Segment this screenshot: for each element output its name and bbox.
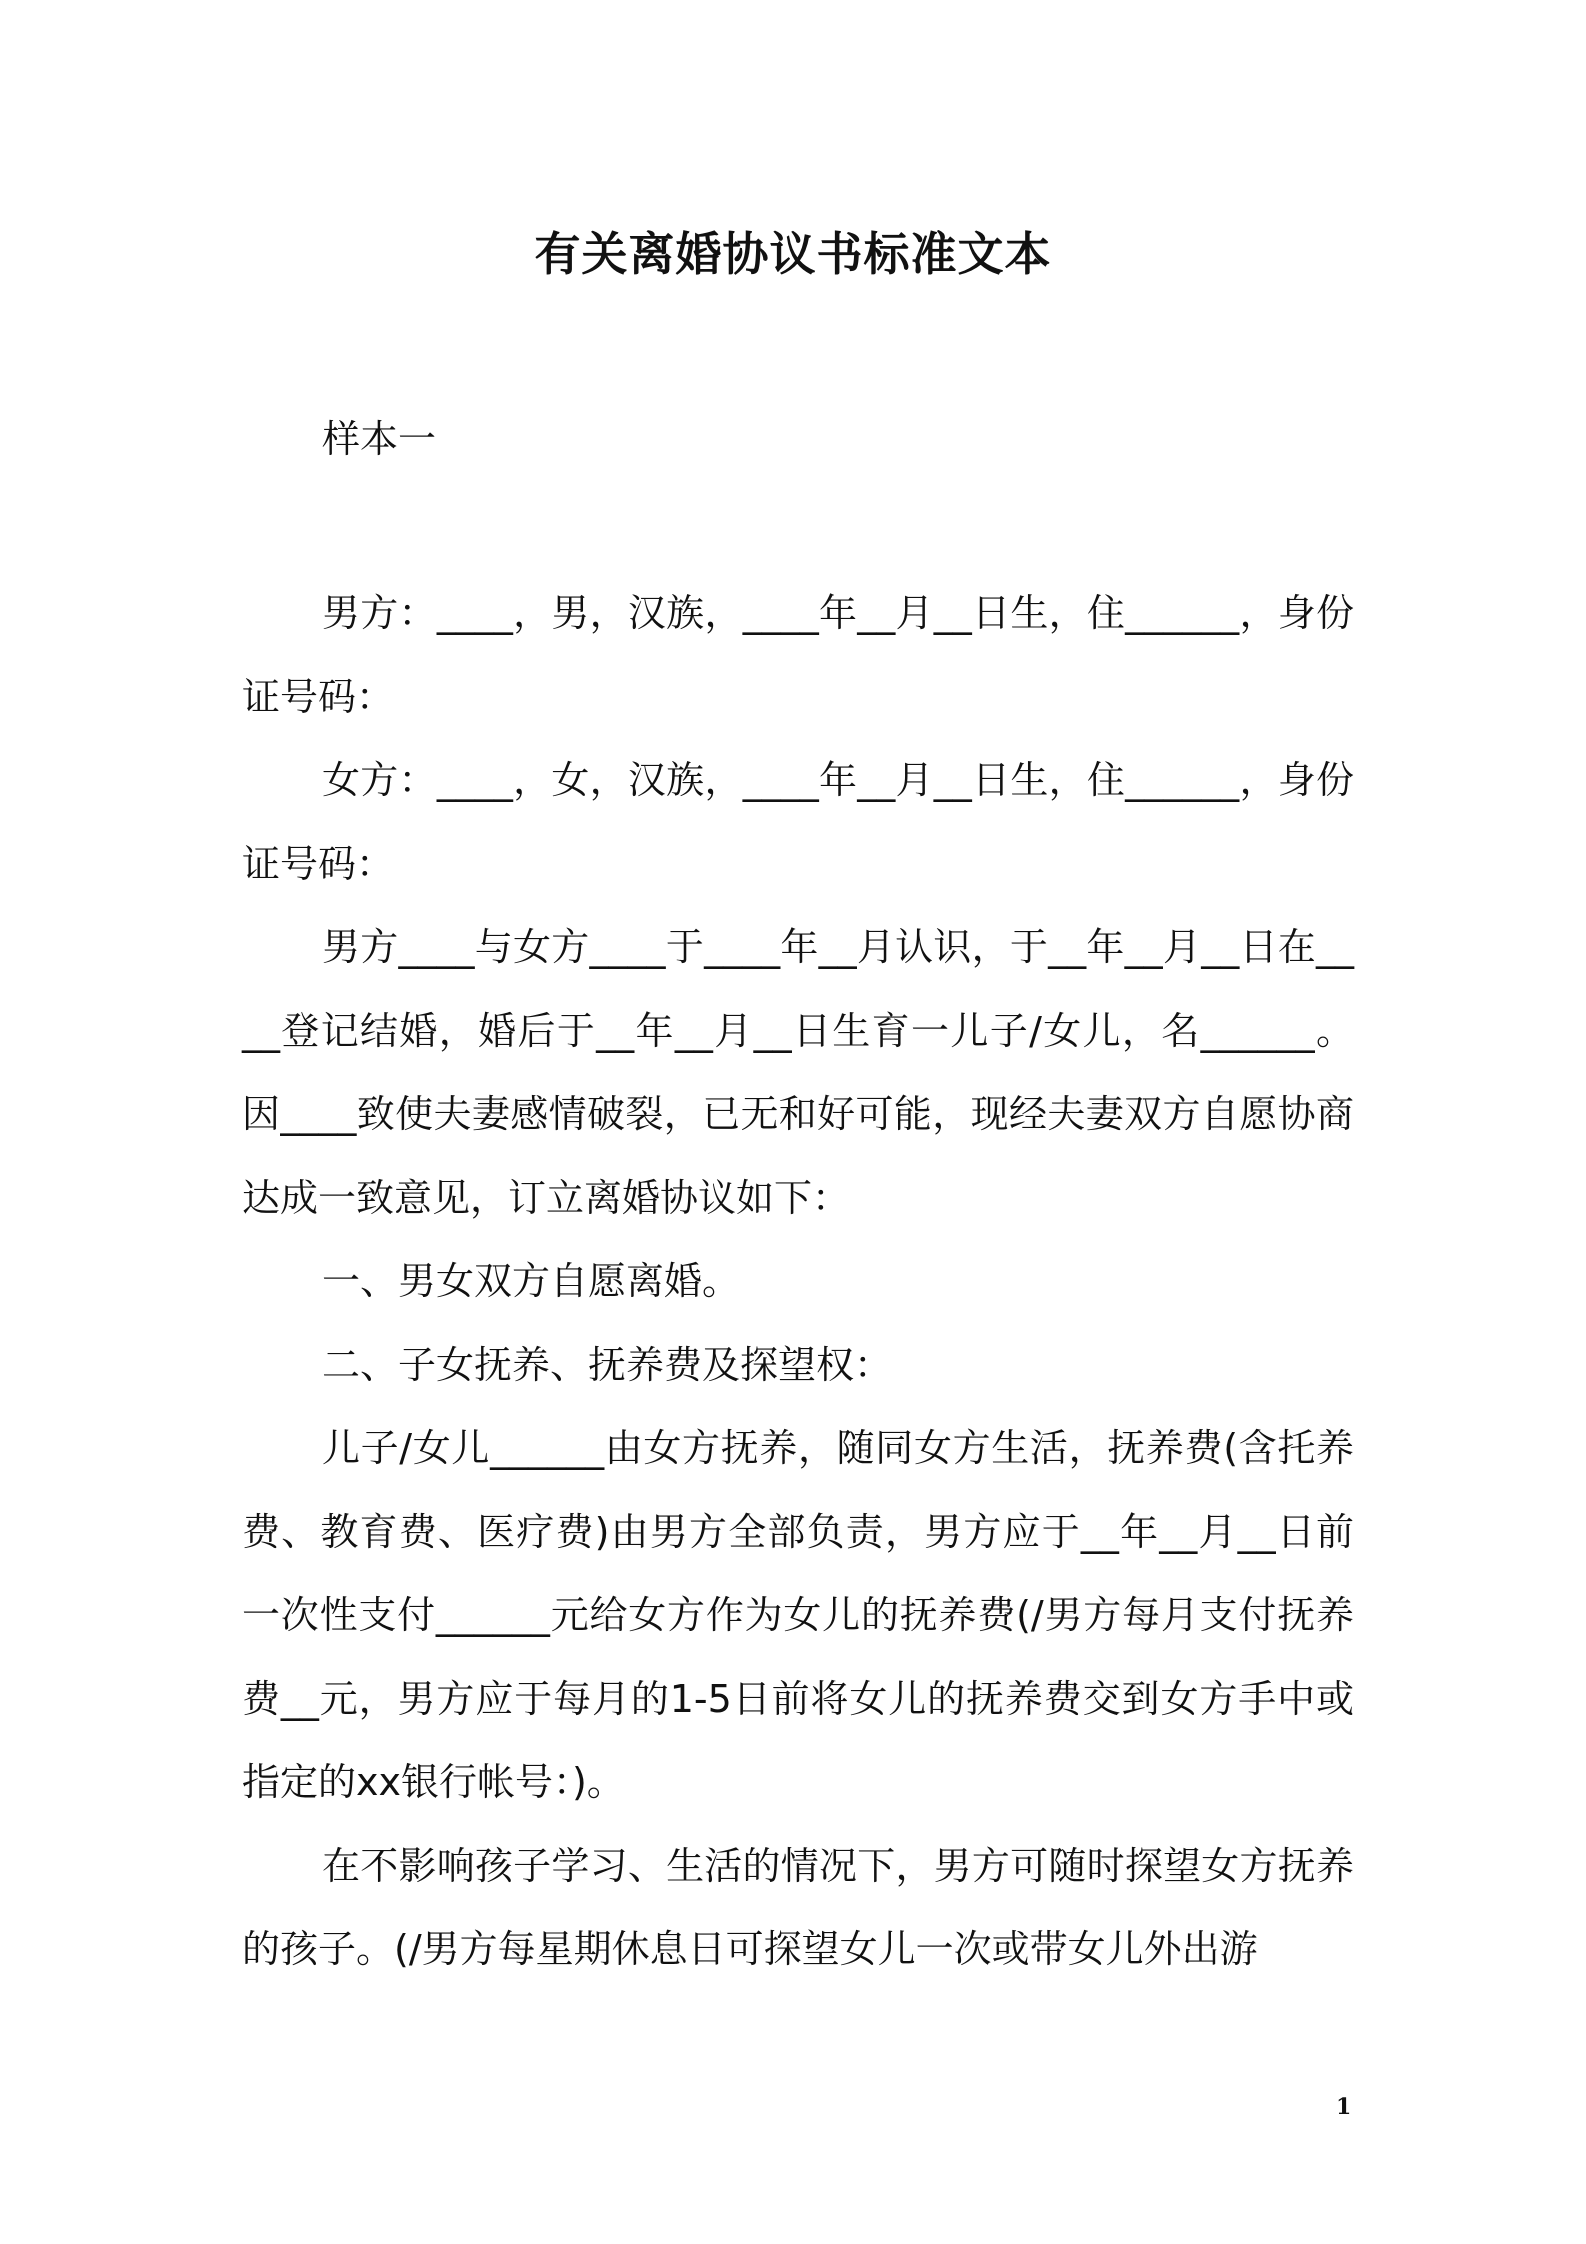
paragraph-visitation: 在不影响孩子学习、生活的情况下，男方可随时探望女方抚养的孩子。(/男方每星期休息日可探望女儿一次或带女儿外出游 <box>242 1843 1354 1971</box>
paragraph-clause-2-heading: 二、子女抚养、抚养费及探望权： <box>322 1342 893 1387</box>
paragraph-marriage-background: 男方____与女方____于____年__月认识，于__年__月__日在____登记结婚，婚后于__年__月__日生育一儿子/女儿，名______。因____致使夫妻感情破裂，已无和好可能，现经夫妻双方自愿协商达成一致意见，订立离婚协议如下： <box>242 925 1354 1220</box>
document-title: 有关离婚协议书标准文本 <box>534 227 1052 281</box>
paragraph-female-party: 女方：____，女，汉族，____年__月__日生，住______，身份证号码： <box>242 758 1354 886</box>
document-body <box>242 572 1354 1992</box>
section-label: 样本一 <box>322 417 437 461</box>
page-number: 1 <box>1336 2094 1352 2120</box>
paragraph-male-party: 男方：____，男，汉族，____年__月__日生，住______，身份证号码： <box>242 591 1354 719</box>
paragraph-clause-1: 一、男女双方自愿离婚。 <box>322 1259 741 1303</box>
paragraph-child-support: 儿子/女儿______由女方抚养，随同女方生活，抚养费(含托养费、教育费、医疗费)由男方全部负责，男方应于__年__月__日前一次性支付______元给女方作为女儿的抚养费(/男方每月支付抚养费__元，男方应于每月的1-5日前将女儿的抚养费交到女方手中或指定的xx银行帐号：)。 <box>242 1426 1354 1804</box>
